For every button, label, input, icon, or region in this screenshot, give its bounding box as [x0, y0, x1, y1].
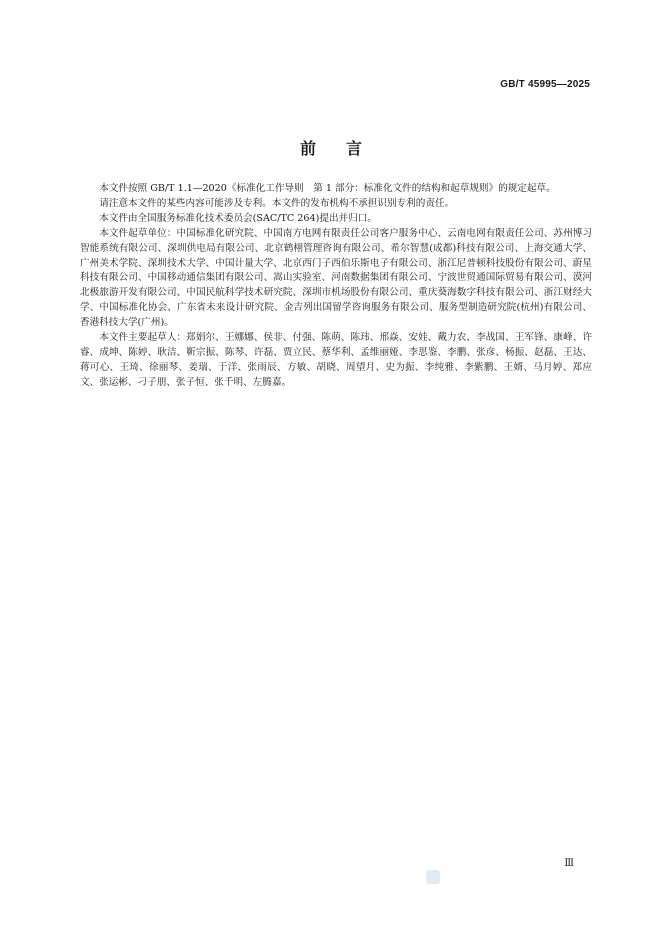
page-number: Ⅲ	[564, 858, 574, 869]
page-title: 前言	[299, 139, 392, 158]
paragraph-proposer: 本文件由全国服务标准化技术委员会(SAC/TC 264)提出并归口。	[99, 212, 377, 224]
preface-body	[80, 182, 592, 391]
watermark-icon	[426, 870, 440, 884]
standard-code: GB/T 45995—2025	[500, 79, 590, 90]
paragraph-patent-notice: 请注意本文件的某些内容可能涉及专利。本文件的发布机构不承担识别专利的责任。	[99, 197, 455, 209]
paragraph-drafters: 本文件主要起草人：郑娟尔、王娜娜、侯非、付强、陈萌、陈玮、邢焱、安娃、戴力农、李战国、王军锋、康峰、许睿、成坤、陈婷、耿洁、靳宗振、陈琴、许磊、贾立民、蔡华利、孟维丽娅、李思鉴、李鹏、张彦、杨振、赵磊、王达、蒋可心、王琦、徐丽琴、姜瑞、于洋、张雨辰、方敏、胡晓、周望月、史为振、李纯雅、李紫鹏、王婿、马月婷、郑应文、张运彬、刁子朋、张子恒、张千明、左腾嘉。	[80, 332, 592, 388]
paragraph-drafting-units: 本文件起草单位：中国标准化研究院、中国南方电网有限责任公司客户服务中心、云南电网有限责任公司、苏州博习智能系统有限公司、深圳供电局有限公司、北京鹤栩管理咨询有限公司、希尔智慧(成都)科技有限公司、上海交通大学、广州美术学院、深圳技术大学、中国计量大学、北京西门子西伯乐斯电子有限公司、浙江尼普顿科技股份有限公司、蔚星科技有限公司、中国移动通信集团有限公司、嵩山实验室、河南数据集团有限公司、宁波世贸通国际贸易有限公司、漠河北极旅游开发有限公司、中国民航科学技术研究院、深圳市机场股份有限公司、重庆葵海数字科技有限公司、浙江财经大学、中国标准化协会、广东省未来设计研究院、金吉列出国留学咨询服务有限公司、服务型制造研究院(杭州)有限公司、香港科技大学(广州)。	[80, 227, 592, 329]
paragraph-drafting-rules: 本文件按照 GB/T 1.1—2020《标准化工作导则 第 1 部分：标准化文件的结构和起草规则》的规定起草。	[99, 183, 556, 194]
